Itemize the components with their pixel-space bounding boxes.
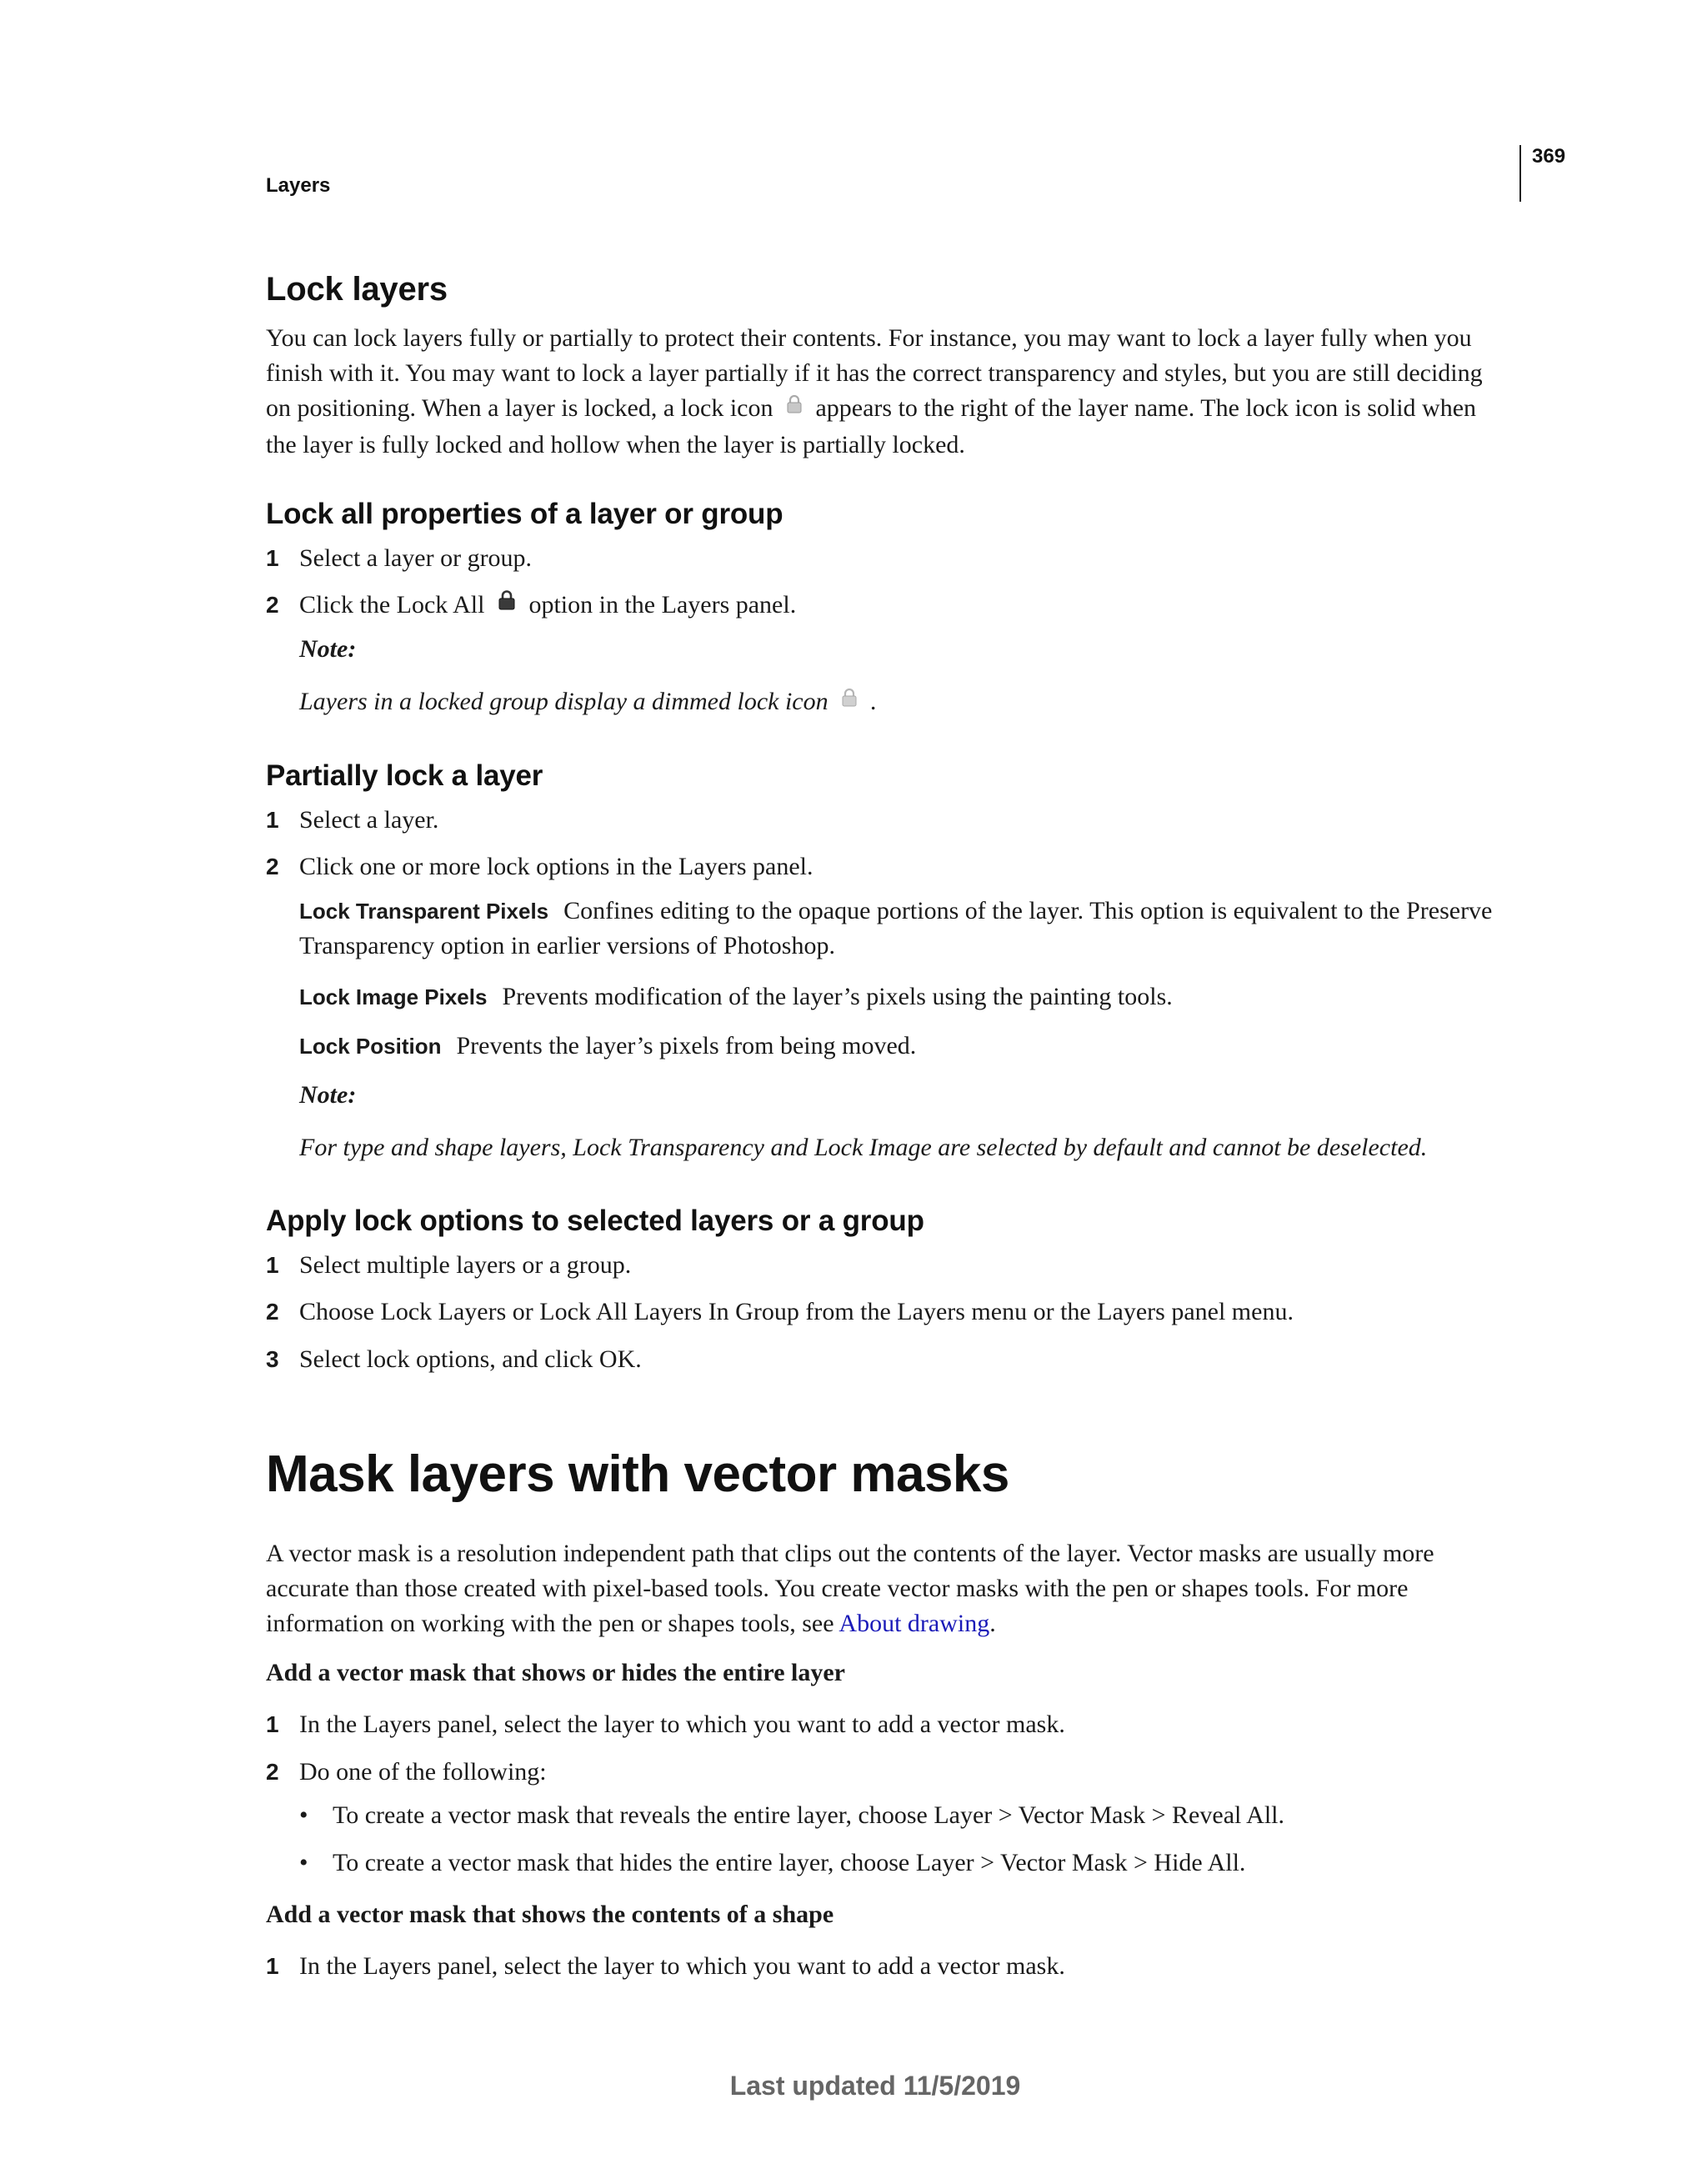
subsection-lock-all xyxy=(266,498,783,531)
step-number: 1 xyxy=(266,1711,279,1737)
step-text: Choose Lock Layers or Lock All Layers In Group from the Layers menu or the Layers panel menu. xyxy=(299,1298,1294,1325)
subsection-partial-lock xyxy=(266,759,543,793)
about-drawing-link[interactable]: About drawing xyxy=(838,1610,990,1637)
chapter-vector-masks xyxy=(266,1445,1009,1504)
step-number: 1 xyxy=(266,1953,279,1979)
page-number: 369 xyxy=(1532,145,1566,168)
task-heading: Add a vector mask that shows or hides the entire layer xyxy=(266,1659,845,1686)
step-number: 2 xyxy=(266,1299,279,1325)
step-text-part: option in the Layers panel. xyxy=(528,591,797,619)
bullet-text: To create a vector mask that reveals the entire layer, choose Layer > Vector Mask > Reveal All. xyxy=(333,1801,1285,1829)
intro-text: A vector mask is a resolution independent path that clips out the contents of the layer. Vector masks are usually more accurate than those created with pixel-based tools. You create vector masks with the pen or shapes tools. For more information on working with the pen or shapes tools, see xyxy=(266,1540,1434,1637)
step-number: 1 xyxy=(266,545,279,571)
definition-item xyxy=(299,979,1508,1014)
dimmed-lock-icon xyxy=(841,686,858,714)
step-number: 2 xyxy=(266,592,279,618)
step-text: Select lock options, and click OK. xyxy=(299,1345,642,1373)
step-text: Select a layer or group. xyxy=(299,544,533,572)
note-text-part: Layers in a locked group display a dimmed lock icon xyxy=(299,688,828,715)
running-head: Layers xyxy=(266,174,331,197)
step-text: In the Layers panel, select the layer to which you want to add a vector mask. xyxy=(299,1711,1065,1738)
step-number: 3 xyxy=(266,1346,279,1372)
lock-layers-intro xyxy=(266,321,1508,463)
definition-term: Lock Transparent Pixels xyxy=(299,899,549,924)
step-number: 2 xyxy=(266,1759,279,1785)
intro-text-end: . xyxy=(989,1610,996,1637)
note-text xyxy=(299,688,877,718)
definition-term: Lock Image Pixels xyxy=(299,984,488,1009)
subsection-title: Partially lock a layer xyxy=(266,759,543,792)
step-text xyxy=(299,588,796,624)
note-text: For type and shape layers, Lock Transparency and Lock Image are selected by default and cannot be deselected. xyxy=(299,1134,1428,1161)
definition-term: Lock Position xyxy=(299,1034,442,1059)
lock-all-icon xyxy=(498,586,516,621)
bullet-text: To create a vector mask that hides the entire layer, choose Layer > Vector Mask > Hide All. xyxy=(333,1849,1246,1876)
note-label: Note: xyxy=(299,1081,357,1109)
chapter-title: Mask layers with vector masks xyxy=(266,1445,1009,1503)
step-text: Select a layer. xyxy=(299,806,439,834)
step-text: Select multiple layers or a group. xyxy=(299,1251,632,1279)
subsection-title: Lock all properties of a layer or group xyxy=(266,498,783,530)
last-updated-footer: Last updated 11/5/2019 xyxy=(729,2071,1021,2101)
vector-masks-intro xyxy=(266,1536,1508,1641)
subsection-title: Apply lock options to selected layers or a group xyxy=(266,1205,924,1237)
step-text: Click one or more lock options in the Layers panel. xyxy=(299,853,813,880)
definition-item xyxy=(299,1029,1508,1064)
bullet-glyph: • xyxy=(299,1849,308,1876)
task-heading: Add a vector mask that shows the contents of a shape xyxy=(266,1901,834,1928)
subsection-apply-lock xyxy=(266,1205,924,1238)
step-number: 1 xyxy=(266,1252,279,1278)
step-number: 1 xyxy=(266,807,279,833)
definition-text: Confines editing to the opaque portions of the layer. This option is equivalent to the Preserve Transparency option in earlier versions of Photoshop. xyxy=(299,897,1493,959)
page-number-rule xyxy=(1519,145,1521,202)
definition-text: Prevents the layer’s pixels from being moved. xyxy=(456,1032,917,1059)
step-text-part: Click the Lock All xyxy=(299,591,485,619)
step-text: Do one of the following: xyxy=(299,1758,547,1786)
intro-text: You can lock layers fully or partially to protect their contents. For instance, you may want to lock a layer fully when you finish with it. You may want to lock a layer partially if it has the correct transparency and styles, but you are still deciding on positioning. When a layer is locked, a lock icon xyxy=(266,324,1483,422)
bullet-glyph: • xyxy=(299,1801,308,1829)
section-lock-layers xyxy=(266,271,448,308)
lock-icon xyxy=(786,389,803,424)
step-number: 2 xyxy=(266,854,279,879)
section-title: Lock layers xyxy=(266,271,448,308)
note-text-part: . xyxy=(870,688,878,715)
intro-text-continued: appears to the right of the layer name. The lock icon is solid when the layer is fully locked and hollow when the layer is partially locked. xyxy=(266,394,1477,459)
definition-item xyxy=(299,894,1508,964)
note-label: Note: xyxy=(299,635,357,663)
step-text: In the Layers panel, select the layer to which you want to add a vector mask. xyxy=(299,1952,1065,1980)
definition-text: Prevents modification of the layer’s pixels using the painting tools. xyxy=(502,983,1173,1010)
